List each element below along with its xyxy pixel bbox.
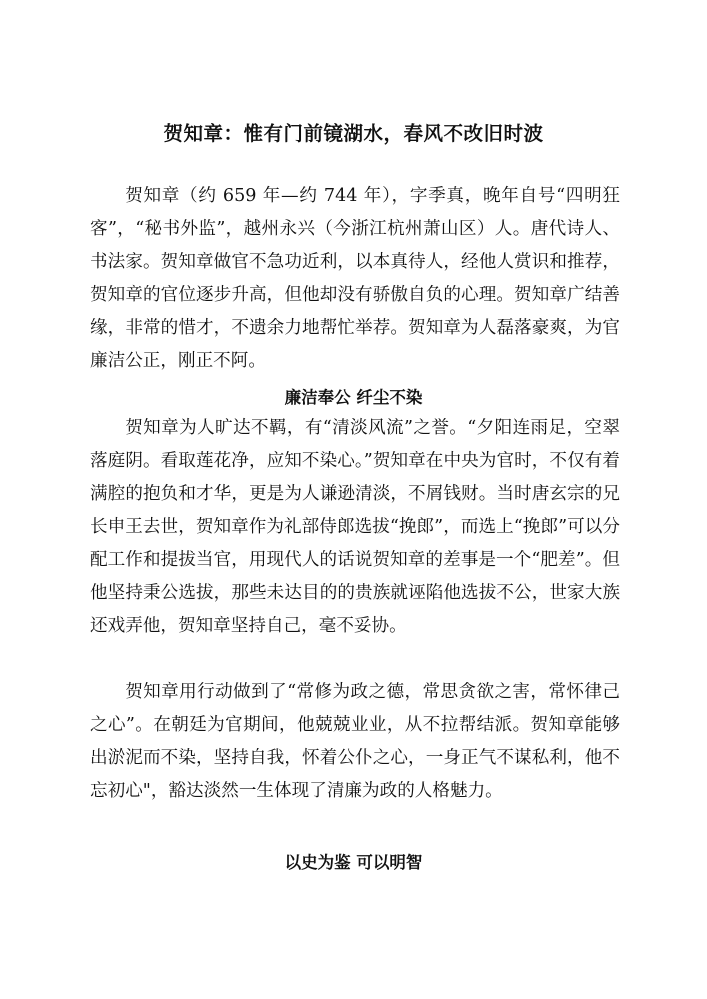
section-heading-history: 以史为鉴 可以明智 <box>284 853 423 872</box>
section-heading-integrity: 廉洁奉公 纤尘不染 <box>284 388 423 407</box>
article-title: 贺知章：惟有门前镜湖水，春风不改旧时波 <box>163 122 544 145</box>
paragraph-self-discipline: 贺知章用行动做到了“常修为政之德，常思贪欲之害，常怀律己之心”。在朝廷为官期间，他兢兢业业，从不拉帮结派。贺知章能够出淤泥而不染，坚持自我，怀着公仆之心，一身正气不谋私利，他不忘初心"，豁达淡然一生体现了清廉为政的人格魅力。 <box>90 682 620 801</box>
paragraph-intro: 贺知章（约 659 年—约 744 年），字季真，晚年自号“四明狂客”，“秘书外监”，越州永兴（今浙江杭州萧山区）人。唐代诗人、书法家。贺知章做官不急功近利，以本真待人，经他人赏识和推荐，贺知章的官位逐步升高，但他却没有骄傲自负的心理。贺知章广结善缘，非常的惜才，不遗余力地帮忙举荐。贺知章为人磊落豪爽，为官廉洁公正，刚正不阿。 <box>90 186 620 371</box>
paragraph-integrity: 贺知章为人旷达不羁，有“清淡风流”之誉。“夕阳连雨足，空翠落庭阴。看取莲花净，应知不染心。”贺知章在中央为官时，不仅有着满腔的抱负和才华，更是为人谦逊清淡，不屑钱财。当时唐玄宗的兄长申王去世，贺知章作为礼部侍郎选拔“挽郎”，而选上“挽郎”可以分配工作和提拔当官，用现代人的话说贺知章的差事是一个“肥差”。但他坚持秉公选拔，那些未达目的的贵族就诬陷他选拔不公，世家大族还戏弄他，贺知章坚持自己，毫不妥协。 <box>90 418 620 636</box>
